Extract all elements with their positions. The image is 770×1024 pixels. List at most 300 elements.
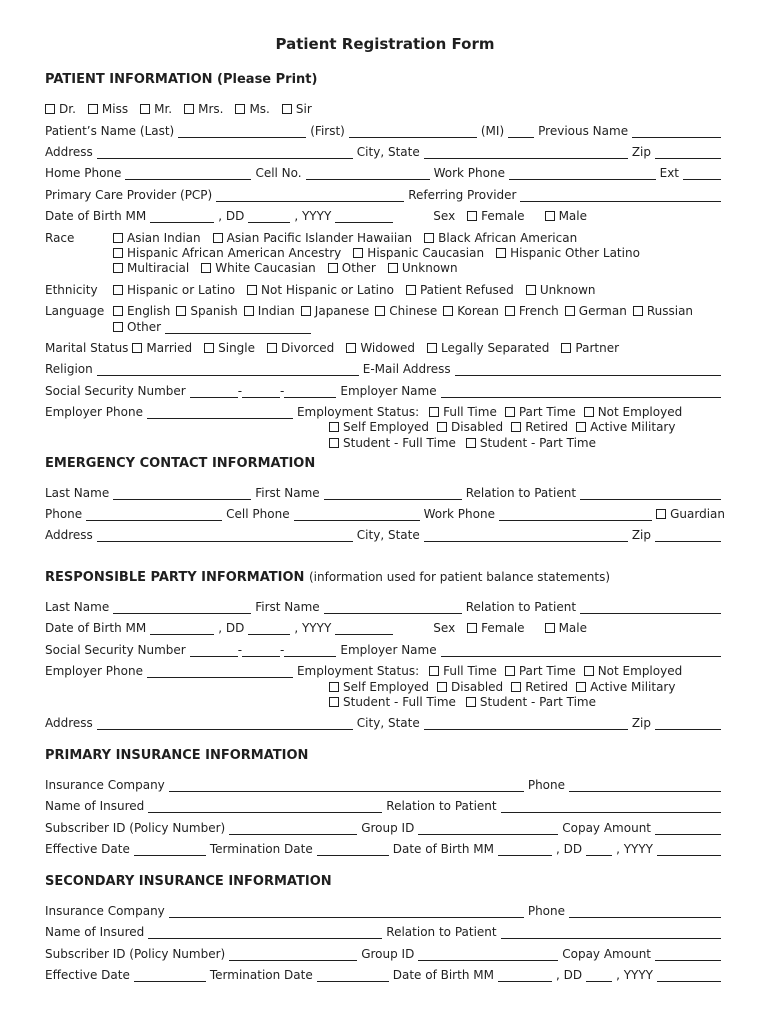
ext-field[interactable]: [683, 167, 721, 180]
last-name-field[interactable]: [178, 125, 306, 138]
insured-name-label: Name of Insured: [45, 799, 145, 813]
checkbox-box[interactable]: [113, 285, 123, 295]
checkbox-label: Miss: [101, 102, 129, 116]
effective-date-label: Effective Date: [45, 842, 130, 856]
checkbox-box[interactable]: [375, 306, 385, 316]
copay-field[interactable]: [655, 822, 721, 835]
address-label: Address: [45, 716, 93, 730]
checkbox-label: Patient Refused: [419, 283, 514, 297]
email-label: E-Mail Address: [362, 362, 451, 376]
email-field[interactable]: [455, 363, 721, 376]
effective-date-field[interactable]: [134, 843, 206, 856]
dob-mm-field[interactable]: [498, 843, 552, 856]
checkbox-box[interactable]: [505, 666, 515, 676]
checkbox-box[interactable]: [113, 306, 123, 316]
first-name-field[interactable]: [324, 601, 462, 614]
religion-field[interactable]: [97, 363, 359, 376]
employer-name-label: Employer Name: [340, 643, 437, 657]
relation-label: Relation to Patient: [386, 925, 497, 939]
marital-checkbox[interactable]: [267, 341, 334, 355]
ssn-dash: -: [280, 643, 285, 657]
checkbox-label: Retired: [525, 680, 569, 694]
guardian-checkbox[interactable]: [656, 507, 725, 521]
checkbox-box[interactable]: [511, 422, 521, 432]
checkbox-label: Dr.: [59, 102, 76, 116]
dob-yyyy-field[interactable]: [335, 622, 393, 635]
checkbox-label: English: [127, 304, 171, 318]
checkbox-label: Student - Part Time: [479, 436, 596, 450]
dob-yyyy-label: , YYYY: [294, 209, 332, 223]
checkbox-label: Full Time: [443, 664, 497, 678]
ssn-part1-field[interactable]: [190, 385, 238, 398]
language-other-field[interactable]: [165, 321, 311, 334]
checkbox-box[interactable]: [545, 211, 555, 221]
checkbox-box[interactable]: [656, 509, 666, 519]
marital-checkbox[interactable]: [427, 341, 549, 355]
effective-date-field[interactable]: [134, 969, 206, 982]
checkbox-label: Black African American: [438, 231, 578, 245]
phone-label: Phone: [45, 507, 83, 521]
city-state-field[interactable]: [424, 529, 628, 542]
employment-checkbox[interactable]: [329, 436, 456, 450]
checkbox-label: Student - Full Time: [343, 695, 456, 709]
checkbox-label: Active Military: [590, 420, 676, 434]
section-heading-emergency: EMERGENCY CONTACT INFORMATION: [45, 456, 316, 471]
ssn-part2-field[interactable]: [242, 385, 280, 398]
checkbox-label: Korean: [457, 304, 499, 318]
marital-checkbox[interactable]: [346, 341, 415, 355]
checkbox-box[interactable]: [505, 306, 515, 316]
checkbox-label: Other: [127, 320, 162, 334]
secondary-company-row: [45, 900, 725, 918]
dob-yyyy-field[interactable]: [335, 210, 393, 223]
ethnicity-checkbox[interactable]: [526, 283, 596, 297]
checkbox-label: Not Employed: [597, 664, 683, 678]
marital-checkbox[interactable]: [204, 341, 255, 355]
checkbox-box[interactable]: [545, 623, 555, 633]
checkbox-label: Not Employed: [597, 405, 683, 419]
primary-dates-row: [45, 838, 725, 856]
emergency-phone-row: [45, 503, 725, 521]
employment-checkbox[interactable]: [466, 436, 596, 450]
checkbox-label: Male: [558, 621, 587, 635]
title-dr-checkbox[interactable]: [45, 102, 76, 116]
language-row-2: [113, 316, 713, 334]
checkbox-label: Part Time: [518, 664, 576, 678]
dob-yyyy-field[interactable]: [657, 969, 721, 982]
dob-mm-label: Date of Birth MM: [45, 621, 147, 635]
employer-name-field[interactable]: [441, 385, 721, 398]
secondary-subscriber-row: [45, 943, 725, 961]
section-heading-text: RESPONSIBLE PARTY INFORMATION: [45, 570, 305, 585]
checkbox-box[interactable]: [388, 263, 398, 273]
checkbox-label: Widowed: [360, 341, 416, 355]
employer-name-field[interactable]: [441, 644, 721, 657]
checkbox-box[interactable]: [328, 263, 338, 273]
patient-dob-row: [45, 205, 725, 223]
checkbox-box[interactable]: [329, 697, 339, 707]
employment-row-3: [329, 432, 729, 450]
city-state-label: City, State: [356, 716, 420, 730]
checkbox-label: Mr.: [154, 102, 173, 116]
ethnicity-checkbox[interactable]: [406, 283, 514, 297]
cell-no-label: Cell No.: [255, 166, 302, 180]
title-ms-checkbox[interactable]: [235, 102, 269, 116]
checkbox-box[interactable]: [437, 422, 447, 432]
checkbox-label: Unknown: [401, 261, 458, 275]
language-other-checkbox[interactable]: [113, 320, 161, 334]
checkbox-box[interactable]: [561, 343, 571, 353]
checkbox-label: Retired: [525, 420, 569, 434]
subscriber-id-field[interactable]: [229, 948, 357, 961]
ethnicity-checkbox[interactable]: [247, 283, 394, 297]
checkbox-label: Not Hispanic or Latino: [261, 283, 394, 297]
dob-yyyy-field[interactable]: [657, 843, 721, 856]
checkbox-box[interactable]: [584, 666, 594, 676]
checkbox-label: Hispanic Caucasian: [367, 246, 485, 260]
checkbox-label: Self Employed: [343, 420, 430, 434]
religion-row: [45, 358, 725, 376]
ssn-part3-field[interactable]: [284, 385, 336, 398]
responsible-name-row: [45, 596, 725, 614]
checkbox-label: Student - Full Time: [343, 436, 456, 450]
patient-name-row: [45, 120, 725, 138]
checkbox-box[interactable]: [204, 343, 214, 353]
checkbox-box[interactable]: [301, 306, 311, 316]
address-field[interactable]: [97, 717, 353, 730]
primary-subscriber-row: [45, 817, 725, 835]
responsible-employment-row-3: [329, 691, 729, 709]
checkbox-label: Female: [481, 209, 525, 223]
last-name-label: Patient’s Name (Last): [45, 124, 175, 138]
checkbox-box[interactable]: [113, 263, 123, 273]
pcp-row: [45, 184, 725, 202]
checkbox-label: Guardian: [670, 507, 725, 521]
subscriber-id-label: Subscriber ID (Policy Number): [45, 947, 226, 961]
title-miss-checkbox[interactable]: [88, 102, 128, 116]
checkbox-label: Partner: [575, 341, 620, 355]
responsible-dob-row: [45, 617, 725, 635]
relation-field[interactable]: [580, 601, 721, 614]
copay-label: Copay Amount: [562, 821, 651, 835]
checkbox-box[interactable]: [201, 263, 211, 273]
checkbox-label: Sir: [295, 102, 312, 116]
checkbox-label: Active Military: [590, 680, 676, 694]
checkbox-box[interactable]: [113, 322, 123, 332]
pcp-label: Primary Care Provider (PCP): [45, 188, 213, 202]
patient-address-row: [45, 141, 725, 159]
dob-dd-field[interactable]: [586, 843, 612, 856]
checkbox-label: Student - Part Time: [479, 695, 596, 709]
previous-name-field[interactable]: [632, 125, 721, 138]
relation-label: Relation to Patient: [386, 799, 497, 813]
pcp-field[interactable]: [216, 189, 404, 202]
dob-mm-field[interactable]: [498, 969, 552, 982]
referring-provider-field[interactable]: [520, 189, 721, 202]
title-checkbox-group: [45, 98, 725, 116]
cell-phone-label: Cell Phone: [226, 507, 290, 521]
checkbox-label: Unknown: [539, 283, 596, 297]
checkbox-label: Chinese: [389, 304, 438, 318]
ssn-label: Social Security Number: [45, 384, 186, 398]
dob-mm-field[interactable]: [150, 210, 214, 223]
checkbox-label: Divorced: [281, 341, 335, 355]
checkbox-label: Japanese: [314, 304, 370, 318]
ethnicity-checkbox[interactable]: [113, 283, 235, 297]
checkbox-box[interactable]: [45, 104, 55, 114]
termination-date-field[interactable]: [317, 843, 389, 856]
work-phone-label: Work Phone: [423, 507, 495, 521]
last-name-field[interactable]: [113, 487, 251, 500]
race-checkbox[interactable]: [388, 261, 458, 275]
primary-insured-row: [45, 795, 725, 813]
mi-label: (MI): [480, 124, 505, 138]
employment-checkbox[interactable]: [329, 695, 456, 709]
sex-label: Sex: [433, 209, 456, 223]
checkbox-box[interactable]: [467, 211, 477, 221]
employer-phone-field[interactable]: [147, 665, 293, 678]
zip-field[interactable]: [655, 717, 721, 730]
cell-phone-field[interactable]: [294, 508, 420, 521]
dob-dd-field[interactable]: [248, 622, 290, 635]
checkbox-label: Married: [146, 341, 193, 355]
checkbox-box[interactable]: [427, 343, 437, 353]
checkbox-box[interactable]: [132, 343, 142, 353]
marital-checkbox[interactable]: [132, 341, 192, 355]
sex-male-checkbox[interactable]: [545, 621, 587, 635]
group-id-field[interactable]: [418, 948, 558, 961]
ssn-dash: -: [237, 643, 243, 657]
employer-phone-label: Employer Phone: [45, 664, 143, 678]
ssn-dash: -: [280, 384, 285, 398]
relation-field[interactable]: [501, 926, 721, 939]
checkbox-box[interactable]: [244, 306, 254, 316]
first-name-field[interactable]: [324, 487, 462, 500]
relation-field[interactable]: [580, 487, 721, 500]
race-checkbox[interactable]: [201, 261, 316, 275]
subscriber-id-label: Subscriber ID (Policy Number): [45, 821, 226, 835]
address-field[interactable]: [97, 529, 353, 542]
checkbox-label: Multiracial: [127, 261, 190, 275]
language-label: Language: [45, 304, 105, 318]
ssn-part3-field[interactable]: [284, 644, 336, 657]
dob-dd-label: , DD: [555, 842, 583, 856]
dob-mm-field[interactable]: [150, 622, 214, 635]
checkbox-label: Female: [481, 621, 525, 635]
checkbox-box[interactable]: [176, 306, 186, 316]
checkbox-box[interactable]: [466, 438, 476, 448]
checkbox-box[interactable]: [184, 104, 194, 114]
insurance-company-label: Insurance Company: [45, 904, 165, 918]
zip-field[interactable]: [655, 529, 721, 542]
employer-phone-field[interactable]: [147, 406, 293, 419]
group-id-label: Group ID: [361, 821, 415, 835]
religion-label: Religion: [45, 362, 93, 376]
checkbox-box[interactable]: [329, 438, 339, 448]
checkbox-box[interactable]: [267, 343, 277, 353]
checkbox-label: Hispanic or Latino: [127, 283, 236, 297]
dob-dd-label: , DD: [218, 209, 245, 223]
checkbox-label: Other: [341, 261, 376, 275]
checkbox-box[interactable]: [235, 104, 245, 114]
marital-checkbox[interactable]: [561, 341, 619, 355]
employment-checkbox[interactable]: [466, 695, 596, 709]
zip-label: Zip: [631, 716, 651, 730]
termination-date-label: Termination Date: [209, 842, 313, 856]
race-label: Race: [45, 231, 75, 245]
emergency-name-row: [45, 482, 725, 500]
dob-mm-label: Date of Birth MM: [392, 842, 494, 856]
ssn-part2-field[interactable]: [242, 644, 280, 657]
last-name-field[interactable]: [113, 601, 251, 614]
work-phone-field[interactable]: [509, 167, 656, 180]
address-label: Address: [45, 528, 93, 542]
copay-field[interactable]: [655, 948, 721, 961]
checkbox-box[interactable]: [88, 104, 98, 114]
checkbox-label: French: [518, 304, 559, 318]
group-id-field[interactable]: [418, 822, 558, 835]
zip-label: Zip: [631, 145, 651, 159]
checkbox-label: Male: [558, 209, 587, 223]
checkbox-box[interactable]: [466, 697, 476, 707]
checkbox-box[interactable]: [526, 285, 536, 295]
checkbox-box[interactable]: [247, 285, 257, 295]
relation-label: Relation to Patient: [465, 486, 577, 500]
dob-dd-label: , DD: [218, 621, 245, 635]
checkbox-label: Full Time: [443, 405, 497, 419]
checkbox-label: Legally Separated: [441, 341, 550, 355]
checkbox-label: Asian Indian: [127, 231, 201, 245]
city-state-field[interactable]: [424, 146, 628, 159]
phone-field[interactable]: [86, 508, 222, 521]
insurance-company-field[interactable]: [169, 779, 524, 792]
patient-ssn-row: [45, 380, 725, 398]
checkbox-box[interactable]: [406, 285, 416, 295]
referring-provider-label: Referring Provider: [408, 188, 517, 202]
sex-female-checkbox[interactable]: [467, 209, 524, 223]
checkbox-box[interactable]: [443, 306, 453, 316]
dob-dd-field[interactable]: [248, 210, 290, 223]
home-phone-field[interactable]: [125, 167, 251, 180]
mi-field[interactable]: [508, 125, 534, 138]
primary-company-row: [45, 774, 725, 792]
group-id-label: Group ID: [361, 947, 415, 961]
title-sir-checkbox[interactable]: [282, 102, 312, 116]
ethnicity-label: Ethnicity: [45, 283, 98, 297]
subscriber-id-field[interactable]: [229, 822, 357, 835]
checkbox-box[interactable]: [633, 306, 643, 316]
sex-female-checkbox[interactable]: [467, 621, 524, 635]
dob-dd-field[interactable]: [586, 969, 612, 982]
phone-label: Phone: [527, 778, 565, 792]
checkbox-label: Disabled: [451, 680, 504, 694]
cell-no-field[interactable]: [306, 167, 430, 180]
section-heading-secondary-insurance: SECONDARY INSURANCE INFORMATION: [45, 874, 332, 889]
relation-label: Relation to Patient: [465, 600, 577, 614]
checkbox-box[interactable]: [282, 104, 292, 114]
checkbox-label: Mrs.: [198, 102, 224, 116]
home-phone-label: Home Phone: [45, 166, 122, 180]
first-name-label: First Name: [255, 600, 320, 614]
effective-date-label: Effective Date: [45, 968, 130, 982]
insured-name-field[interactable]: [148, 800, 382, 813]
previous-name-label: Previous Name: [538, 124, 629, 138]
race-checkbox[interactable]: [328, 261, 376, 275]
section-heading-responsible: [45, 570, 610, 585]
city-state-field[interactable]: [424, 717, 628, 730]
insurance-company-field[interactable]: [169, 905, 524, 918]
dob-yyyy-label: , YYYY: [616, 842, 654, 856]
ssn-label: Social Security Number: [45, 643, 186, 657]
dob-yyyy-label: , YYYY: [294, 621, 332, 635]
checkbox-label: Ms.: [249, 102, 270, 116]
checkbox-label: Spanish: [190, 304, 238, 318]
address-field[interactable]: [97, 146, 353, 159]
section-heading-primary-insurance: PRIMARY INSURANCE INFORMATION: [45, 748, 309, 763]
ssn-part1-field[interactable]: [190, 644, 238, 657]
sex-male-checkbox[interactable]: [545, 209, 587, 223]
checkbox-box[interactable]: [565, 306, 575, 316]
checkbox-box[interactable]: [329, 422, 339, 432]
checkbox-label: Single: [218, 341, 256, 355]
dob-mm-label: Date of Birth MM: [392, 968, 494, 982]
checkbox-box[interactable]: [140, 104, 150, 114]
phone-field[interactable]: [569, 905, 721, 918]
ssn-dash: -: [237, 384, 243, 398]
race-checkbox[interactable]: [113, 261, 189, 275]
section-note: (information used for patient balance statements): [308, 570, 610, 584]
checkbox-label: Hispanic African American Ancestry: [127, 246, 342, 260]
checkbox-label: Asian Pacific Islander Hawaiian: [226, 231, 413, 245]
checkbox-box[interactable]: [576, 422, 586, 432]
dob-mm-label: Date of Birth MM: [45, 209, 147, 223]
address-label: Address: [45, 145, 93, 159]
secondary-dates-row: [45, 964, 725, 982]
title-mr-checkbox[interactable]: [140, 102, 172, 116]
sex-label: Sex: [433, 621, 456, 635]
zip-field[interactable]: [655, 146, 721, 159]
checkbox-label: Part Time: [518, 405, 576, 419]
responsible-address-row: [45, 712, 725, 730]
checkbox-label: White Caucasian: [215, 261, 316, 275]
first-name-label: First Name: [255, 486, 320, 500]
employer-name-label: Employer Name: [340, 384, 437, 398]
checkbox-box[interactable]: [346, 343, 356, 353]
phone-field[interactable]: [569, 779, 721, 792]
checkbox-label: German: [578, 304, 627, 318]
title-mrs-checkbox[interactable]: [184, 102, 223, 116]
termination-date-field[interactable]: [317, 969, 389, 982]
work-phone-label: Work Phone: [433, 166, 505, 180]
first-name-field[interactable]: [349, 125, 477, 138]
secondary-insured-row: [45, 921, 725, 939]
dob-yyyy-label: , YYYY: [616, 968, 654, 982]
work-phone-field[interactable]: [499, 508, 652, 521]
checkbox-box[interactable]: [429, 666, 439, 676]
checkbox-label: Russian: [646, 304, 694, 318]
employment-status-label: Employment Status:: [296, 405, 420, 419]
checkbox-box[interactable]: [467, 623, 477, 633]
section-heading-patient: PATIENT INFORMATION (Please Print): [45, 72, 318, 87]
zip-label: Zip: [631, 528, 651, 542]
patient-phone-row: [45, 162, 725, 180]
employment-status-label: Employment Status:: [296, 664, 420, 678]
phone-label: Phone: [527, 904, 565, 918]
insured-name-field[interactable]: [148, 926, 382, 939]
dob-dd-label: , DD: [555, 968, 583, 982]
relation-field[interactable]: [501, 800, 721, 813]
employer-phone-label: Employer Phone: [45, 405, 143, 419]
